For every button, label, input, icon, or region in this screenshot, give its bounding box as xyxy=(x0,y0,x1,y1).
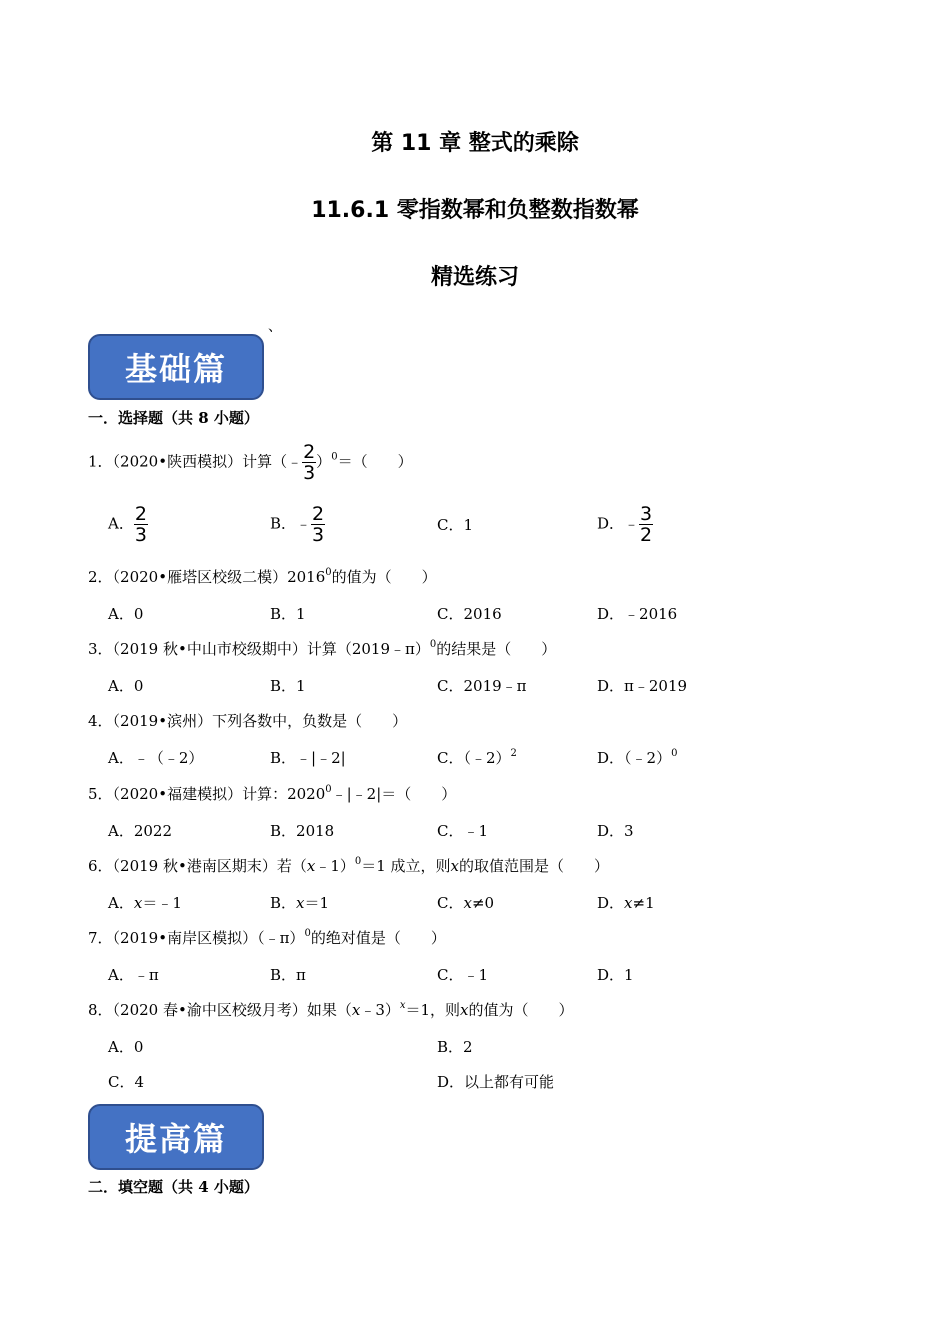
q6-variable-2: x xyxy=(450,857,460,875)
q4-option-d xyxy=(597,747,677,768)
q6-part1: 6．（2019 秋•港南区期末）若（ xyxy=(88,857,307,875)
q2-option-a: A．0 xyxy=(108,605,144,623)
q5-option-d: D．3 xyxy=(597,822,634,840)
q6-d-label: D． xyxy=(597,894,625,912)
q7-option-a: A．﹣π xyxy=(108,966,159,984)
q6-variable: x xyxy=(306,857,316,875)
q8-part4: 的值为（ ） xyxy=(468,1001,574,1019)
q1-a-label: A． xyxy=(108,514,134,533)
q6-b-label: B． xyxy=(270,894,297,912)
q1-d-label: D．﹣ xyxy=(597,514,640,533)
q1-prefix: 1．（2020•陕西模拟）计算（﹣ xyxy=(88,452,303,471)
q6-c-rest: ≠0 xyxy=(471,894,495,912)
q8-option-b: B．2 xyxy=(437,1038,473,1056)
choice-section-heading: 一．选择题（共 8 小题） xyxy=(88,409,259,427)
q5-prefix: 5．（2020•福建模拟）计算：2020 xyxy=(88,785,326,803)
q6-option-c xyxy=(437,892,494,913)
page-subtitle: 精选练习 xyxy=(430,265,519,290)
q8-option-c: C．4 xyxy=(108,1073,145,1091)
question-7 xyxy=(88,927,446,948)
chapter-title: 第 11 章 整式的乘除 xyxy=(371,131,579,156)
q1-fraction xyxy=(302,442,316,483)
q5-suffix: ﹣|﹣2|＝（ ） xyxy=(331,785,457,803)
q2-prefix: 2．（2020•雁塔区校级二模）2016 xyxy=(88,568,326,586)
q7-prefix: 7．（2019•南岸区模拟）（﹣π） xyxy=(88,929,305,947)
q1-a-fraction xyxy=(134,504,148,545)
q3-exponent: 0 xyxy=(429,639,437,650)
q1-b-fraction xyxy=(311,504,325,545)
section-title: 11.6.1 零指数幂和负整数指数幂 xyxy=(311,198,639,223)
q4-c-exponent: 2 xyxy=(510,748,517,759)
q4-c-text: C．（﹣2） xyxy=(437,749,511,767)
q3-option-b: B．1 xyxy=(270,677,306,695)
q6-a-rest: ＝﹣1 xyxy=(142,894,182,912)
q6-b-rest: ＝1 xyxy=(304,894,330,912)
q8-part1: 8．（2020 春•渝中区校级月考）如果（ xyxy=(88,1001,352,1019)
q6-a-label: A． xyxy=(108,894,134,912)
q6-c-label: C． xyxy=(437,894,464,912)
q8-part2: ﹣3） xyxy=(360,1001,400,1019)
q8-variable-2: x xyxy=(460,1001,469,1019)
q2-exponent: 0 xyxy=(325,567,332,578)
question-5 xyxy=(88,783,456,804)
q8-option-d: D．以上都有可能 xyxy=(437,1073,555,1091)
q7-exponent: 0 xyxy=(304,928,311,939)
q1-frac-den: 3 xyxy=(303,462,316,484)
q8-part3: ＝1，则 xyxy=(405,1001,461,1019)
q6-c-var: x xyxy=(463,894,472,912)
stray-mark: 、 xyxy=(268,319,282,335)
q3-option-a: A．0 xyxy=(108,677,144,695)
q5-option-c: C．﹣1 xyxy=(437,822,489,840)
q1-frac-num: 2 xyxy=(303,441,316,463)
q6-option-d xyxy=(597,892,655,913)
advanced-badge: 提高篇 xyxy=(88,1104,264,1170)
q1-a-den: 3 xyxy=(134,524,147,546)
q7-option-c: C．﹣1 xyxy=(437,966,489,984)
q8-variable: x xyxy=(351,1001,361,1019)
q7-option-d: D．1 xyxy=(597,966,634,984)
q3-suffix: 的结果是（ ） xyxy=(436,640,557,658)
q3-option-c: C．2019﹣π xyxy=(437,677,527,695)
q2-option-c: C．2016 xyxy=(437,605,502,623)
q6-d-var: x xyxy=(624,894,633,912)
q8-exponent-var: x xyxy=(399,1000,406,1011)
q8-option-a: A．0 xyxy=(108,1038,144,1056)
q7-suffix: 的绝对值是（ ） xyxy=(310,929,446,947)
q1-option-b xyxy=(270,504,325,545)
q1-b-den: 3 xyxy=(312,524,325,546)
q6-d-rest: ≠1 xyxy=(632,894,655,912)
q1-exponent: 0 xyxy=(331,451,338,463)
q5-exponent: 0 xyxy=(325,784,332,795)
question-3 xyxy=(88,638,556,659)
q6-a-var: x xyxy=(133,894,143,912)
q1-option-a xyxy=(108,504,148,545)
fill-section-heading: 二．填空题（共 4 小题） xyxy=(88,1178,259,1196)
q1-option-c: C．1 xyxy=(437,516,474,534)
q6-part2: ﹣1） xyxy=(315,857,355,875)
q2-suffix: 的值为（ ） xyxy=(331,568,437,586)
q1-suffix: ＝（ ） xyxy=(337,452,413,471)
q6-option-b xyxy=(270,892,329,913)
question-1 xyxy=(88,442,413,483)
q1-after: ） xyxy=(316,452,332,471)
q3-option-d: D．π﹣2019 xyxy=(597,677,688,695)
q4-option-b: B．﹣|﹣2| xyxy=(270,749,346,767)
q6-b-var: x xyxy=(296,894,305,912)
q4-d-exponent: 0 xyxy=(671,748,678,759)
q4-option-a: A．﹣（﹣2） xyxy=(108,749,204,767)
question-6 xyxy=(88,855,609,876)
question-4: 4．（2019•滨州）下列各数中，负数是（ ） xyxy=(88,712,408,730)
q4-option-c xyxy=(437,747,517,768)
question-2 xyxy=(88,566,437,587)
q6-option-a xyxy=(108,892,182,913)
q5-option-b: B．2018 xyxy=(270,822,335,840)
q1-d-fraction xyxy=(639,504,653,545)
q6-part4: 的取值范围是（ ） xyxy=(459,857,610,875)
q1-d-den: 2 xyxy=(640,524,653,546)
q1-option-d xyxy=(597,504,653,545)
q1-b-num: 2 xyxy=(312,503,325,525)
q3-prefix: 3．（2019 秋•中山市校级期中）计算（2019﹣π） xyxy=(88,640,430,658)
q1-a-num: 2 xyxy=(134,503,147,525)
q1-d-num: 3 xyxy=(640,503,653,525)
q6-exponent: 0 xyxy=(354,856,362,867)
q4-d-text: D．（﹣2） xyxy=(597,749,672,767)
basic-badge: 基础篇 xyxy=(88,334,264,400)
q7-option-b: B．π xyxy=(270,966,306,984)
q1-b-label: B．﹣ xyxy=(270,514,312,533)
q2-option-d: D．﹣2016 xyxy=(597,605,678,623)
q5-option-a: A．2022 xyxy=(108,822,173,840)
q6-part3: ＝1 成立，则 xyxy=(361,857,451,875)
q2-option-b: B．1 xyxy=(270,605,306,623)
question-8 xyxy=(88,999,574,1020)
